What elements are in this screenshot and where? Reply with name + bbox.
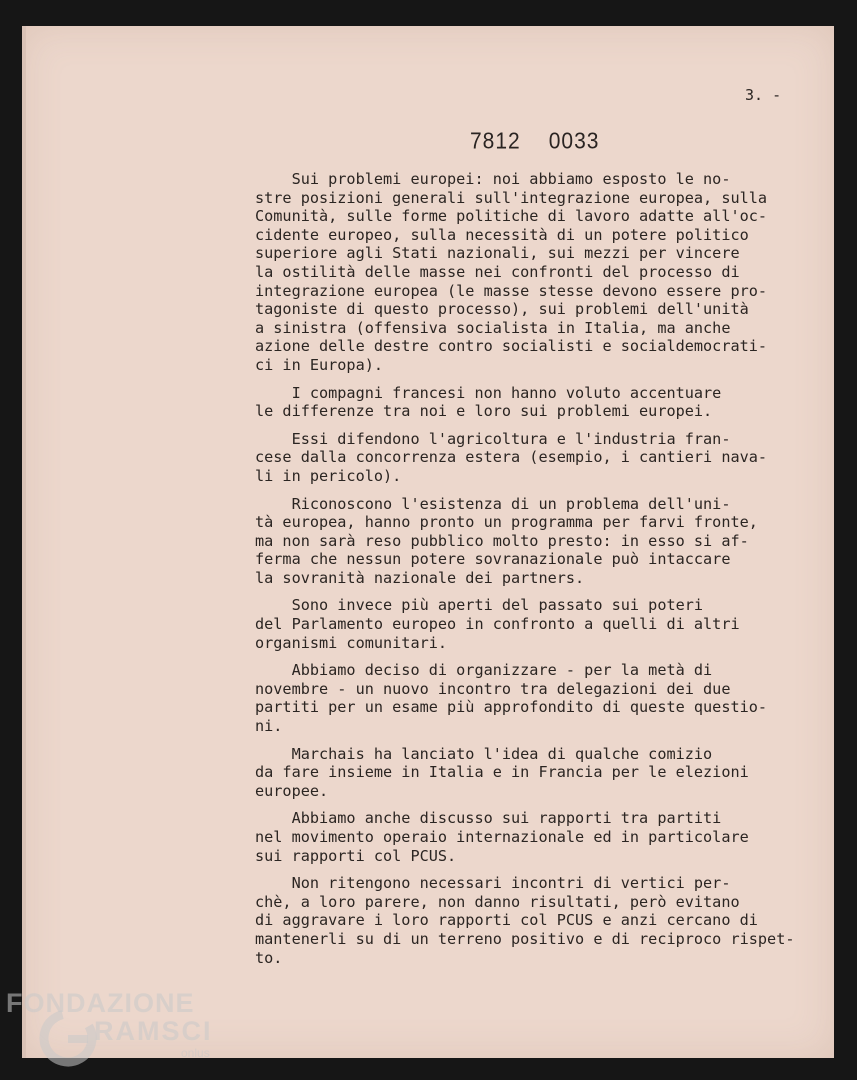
text-line: Comunità, sulle forme politiche di lavoro adatte all'oc- bbox=[255, 207, 768, 226]
text-line: la sovranità nazionale dei partners. bbox=[255, 568, 585, 587]
text-line: cese dalla concorrenza estera (esempio, i cantieri nava- bbox=[255, 448, 768, 467]
page-number: 3. - bbox=[745, 86, 782, 104]
text-line: Riconoscono l'esistenza di un problema dell'uni- bbox=[255, 494, 731, 513]
page-edge bbox=[22, 26, 26, 1058]
text-line: ferma che nessun potere sovranazionale può intaccare bbox=[255, 550, 731, 569]
archive-code-part-1: 7812 bbox=[470, 128, 521, 155]
archive-code bbox=[470, 129, 599, 155]
text-line: Non ritengono necessari incontri di vertici per- bbox=[255, 874, 731, 893]
document-body bbox=[255, 170, 845, 976]
paragraph bbox=[255, 596, 845, 652]
watermark-onlus: onlus bbox=[181, 1046, 210, 1060]
text-line: novembre - un nuovo incontro tra delegazioni dei due bbox=[255, 679, 731, 698]
text-line: organismi comunitari. bbox=[255, 633, 448, 652]
paragraph bbox=[255, 745, 845, 801]
text-line: to. bbox=[255, 948, 283, 967]
text-line: azione delle destre contro socialisti e socialdemocrati- bbox=[255, 337, 768, 356]
text-line: ni. bbox=[255, 717, 283, 736]
text-line: di aggravare i loro rapporti col PCUS e anzi cercano di bbox=[255, 911, 758, 930]
text-line: integrazione europea (le masse stesse devono essere pro- bbox=[255, 281, 768, 300]
text-line: ci in Europa). bbox=[255, 355, 384, 374]
fondazione-gramsci-watermark bbox=[6, 988, 246, 1076]
text-line: Sono invece più aperti del passato sui poteri bbox=[255, 596, 704, 615]
text-line: a sinistra (offensiva socialista in Italia, ma anche bbox=[255, 318, 731, 337]
text-line: li in pericolo). bbox=[255, 466, 402, 485]
paragraph bbox=[255, 661, 845, 735]
archive-code-part-2: 0033 bbox=[548, 128, 600, 155]
text-line: europee. bbox=[255, 781, 329, 800]
paragraph bbox=[255, 874, 845, 967]
text-line: Marchais ha lanciato l'idea di qualche comizio bbox=[255, 744, 713, 763]
paragraph bbox=[255, 495, 845, 588]
paragraph bbox=[255, 384, 845, 421]
text-line: Essi difendono l'agricoltura e l'industria fran- bbox=[255, 429, 731, 448]
text-line: tà europea, hanno pronto un programma per farvi fronte, bbox=[255, 513, 758, 532]
text-line: mantenerli su di un terreno positivo e di reciproco rispet- bbox=[255, 929, 795, 948]
paragraph bbox=[255, 170, 845, 375]
text-line: Sui problemi europei: noi abbiamo esposto le no- bbox=[255, 170, 731, 188]
text-line: I compagni francesi non hanno voluto accentuare bbox=[255, 383, 722, 402]
text-line: Abbiamo anche discusso sui rapporti tra partiti bbox=[255, 809, 722, 828]
watermark-line-2: RAMSCI bbox=[94, 1016, 213, 1046]
watermark-line-1: FONDAZIONE bbox=[6, 988, 195, 1018]
text-line: ma non sarà reso pubblico molto presto: in esso si af- bbox=[255, 531, 749, 550]
text-line: tagoniste di questo processo), sui problemi dell'unità bbox=[255, 300, 749, 319]
text-line: superiore agli Stati nazionali, sui mezzi per vincere bbox=[255, 244, 740, 263]
text-line: sui rapporti col PCUS. bbox=[255, 846, 457, 865]
text-line: da fare insieme in Italia e in Francia per le elezioni bbox=[255, 763, 749, 782]
text-line: stre posizioni generali sull'integrazione europea, sulla bbox=[255, 188, 768, 207]
text-line: cidente europeo, sulla necessità di un potere politico bbox=[255, 225, 749, 244]
text-line: chè, a loro parere, non danno risultati, però evitano bbox=[255, 892, 740, 911]
text-line: del Parlamento europeo in confronto a quelli di altri bbox=[255, 615, 740, 634]
watermark-g-logo-icon bbox=[38, 1008, 98, 1068]
text-line: la ostilità delle masse nei confronti del processo di bbox=[255, 262, 740, 281]
text-line: Abbiamo deciso di organizzare - per la metà di bbox=[255, 661, 713, 680]
text-line: le differenze tra noi e loro sui problemi europei. bbox=[255, 402, 713, 421]
paragraph bbox=[255, 809, 845, 865]
paragraph bbox=[255, 430, 845, 486]
text-line: partiti per un esame più approfondito di queste questio- bbox=[255, 698, 768, 717]
text-line: nel movimento operaio internazionale ed in particolare bbox=[255, 828, 749, 846]
